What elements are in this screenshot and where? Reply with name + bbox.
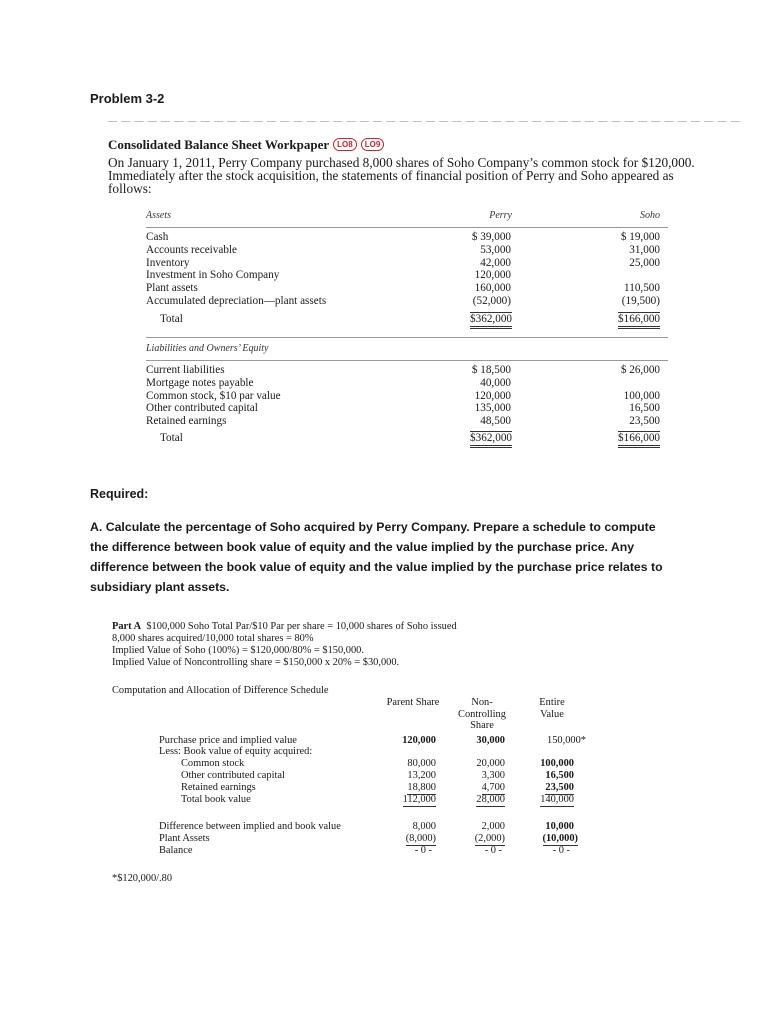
equity-row-label: Retained earnings [181, 782, 256, 793]
nci-share-header: Non-Controlling Share [458, 697, 506, 732]
table-row [146, 244, 668, 257]
part-a-line-2: 8,000 shares acquired/10,000 total shares = 80% [112, 633, 314, 644]
entire-value-header: Entire Value [539, 697, 565, 720]
table-row [146, 295, 668, 308]
difference-nci: 2,000 [481, 821, 505, 832]
row-label: Mortgage notes payable [146, 376, 254, 389]
row-label: Common stock, $10 par value [146, 389, 281, 402]
soho-value: $ 19,000 [620, 231, 660, 243]
perry-value: 160,000 [474, 282, 511, 295]
purchase-parent: 120,000 [402, 735, 436, 746]
part-a-label: Part A [112, 621, 142, 632]
part-a-line-4: Implied Value of Noncontrolling share = $150,000 x 20% = $30,000. [112, 657, 400, 668]
perry-value: 120,000 [474, 389, 511, 402]
difference-entire: 10,000 [545, 821, 574, 832]
purchase-nci: 30,000 [476, 735, 505, 746]
purchase-label: Purchase price and implied value [159, 735, 297, 746]
schedule-footnote: *$120,000/.80 [112, 873, 173, 884]
row-label: Accounts receivable [146, 243, 238, 256]
table-row [146, 402, 668, 415]
balance-parent: - 0 - [414, 845, 432, 856]
plant-assets-entire: (10,000) [542, 833, 578, 844]
perry-value: 135,000 [474, 402, 511, 415]
perry-value: 42,000 [480, 256, 511, 269]
perry-value: 48,500 [480, 415, 511, 428]
row-label: Investment in Soho Company [146, 269, 280, 282]
textbook-heading [108, 137, 384, 153]
soho-value: (19,500) [621, 294, 660, 307]
liabilities-total-soho: $166,000 [598, 431, 660, 444]
equity-row-nci: 20,000 [476, 758, 505, 769]
table-row [146, 390, 668, 403]
row-label: Accumulated depreciation—plant assets [146, 294, 327, 307]
row-label: Current liabilities [146, 364, 225, 376]
liabilities-top-rule [146, 337, 668, 338]
soho-value: 23,500 [629, 415, 660, 428]
required-label: Required: [90, 487, 149, 501]
parent-share-header: Parent Share [386, 697, 440, 708]
purchase-entire: 150,000* [547, 735, 586, 746]
equity-row-nci: 3,300 [481, 770, 505, 781]
difference-parent: 8,000 [412, 821, 436, 832]
total-book-value-parent: 112,000 [402, 794, 436, 805]
lo-badge-2: LO9 [361, 138, 385, 151]
row-label: Other contributed capital [146, 402, 258, 415]
assets-header: Assets [146, 210, 171, 221]
table-row [146, 231, 668, 244]
table-row [146, 377, 668, 390]
equity-row-label: Other contributed capital [181, 770, 285, 781]
soho-value: $ 26,000 [620, 364, 660, 376]
assets-total-soho: $166,000 [598, 312, 660, 325]
balance-label: Balance [159, 845, 193, 856]
table-row [146, 364, 668, 377]
row-label: Cash [146, 231, 169, 243]
problem-title: Problem 3-2 [90, 91, 165, 106]
soho-column-header: Soho [640, 210, 660, 221]
total-book-value-entire: 140,000 [540, 794, 574, 805]
soho-value: 16,500 [629, 402, 660, 415]
assets-header-rule [146, 227, 668, 228]
row-label: Plant assets [146, 282, 198, 295]
required-text: A. Calculate the percentage of Soho acquired by Perry Company. Prepare a schedule to compute the difference between book value of equity and the value implied by the purchase price. Any difference between the book value of equity and the value implied by the purchase price relates to subsidiary plant assets. [90, 520, 663, 594]
heading-text: Consolidated Balance Sheet Workpaper [108, 137, 330, 152]
plant-assets-parent: (8,000) [405, 833, 436, 844]
equity-row-entire: 16,500 [545, 770, 574, 781]
soho-value: 100,000 [623, 389, 660, 402]
equity-row-entire: 23,500 [545, 782, 574, 793]
perry-value: (52,000) [472, 294, 511, 307]
plant-assets-label: Plant Assets [159, 833, 210, 844]
equity-row-label: Common stock [181, 758, 245, 769]
liabilities-table [146, 364, 668, 428]
equity-row-entire: 100,000 [540, 758, 574, 769]
part-a-text: $100,000 Soho Total Par/$10 Par per share = 10,000 shares of Soho issued [146, 621, 457, 632]
cropped-text-line: — — — — — — — — — — — — — — — — — — — — — — — — — — — — — — — — — — — — — — — — — — — — — — — — [108, 116, 741, 126]
less-book-value-label: Less: Book value of equity acquired: [159, 746, 313, 757]
soho-value: 110,500 [624, 282, 660, 295]
equity-row-parent: 18,800 [407, 782, 436, 793]
total-book-value-label: Total book value [181, 794, 251, 805]
assets-table [146, 231, 668, 308]
liabilities-total-perry: $362,000 [450, 431, 512, 444]
row-label: Inventory [146, 256, 190, 269]
balance-entire: - 0 - [552, 845, 570, 856]
table-row [146, 257, 668, 270]
table-row [146, 282, 668, 295]
part-a-line-1 [112, 621, 457, 632]
row-label: Retained earnings [146, 415, 227, 428]
perry-value: 53,000 [480, 243, 511, 256]
plant-assets-nci: (2,000) [474, 833, 505, 844]
liabilities-total-label: Total [160, 432, 183, 444]
perry-value: 120,000 [474, 269, 511, 282]
perry-value: $ 18,500 [471, 364, 511, 376]
assets-total-perry: $362,000 [450, 312, 512, 325]
schedule-title: Computation and Allocation of Difference Schedule [112, 685, 329, 696]
equity-row-parent: 80,000 [407, 758, 436, 769]
textbook-intro: On January 1, 2011, Perry Company purchased 8,000 shares of Soho Company’s common stock for $120,000. Immediately after the stock acquisition, the statements of financial position of Perry and Soho appeared as follows: [108, 155, 695, 196]
equity-row-nci: 4,700 [481, 782, 505, 793]
lo-badge-1: LO8 [333, 138, 357, 151]
liabilities-header: Liabilities and Owners’ Equity [146, 343, 269, 354]
balance-nci: - 0 - [484, 845, 502, 856]
table-row [146, 269, 668, 282]
perry-column-header: Perry [489, 210, 512, 221]
liabilities-header-rule [146, 360, 668, 361]
soho-value: 31,000 [629, 243, 660, 256]
equity-row-parent: 13,200 [407, 770, 436, 781]
difference-label: Difference between implied and book value [159, 821, 341, 832]
soho-value: 25,000 [629, 256, 660, 269]
total-book-value-nci: 28,000 [476, 794, 505, 805]
table-row [146, 415, 668, 428]
perry-value: $ 39,000 [471, 231, 511, 243]
perry-value: 40,000 [480, 376, 511, 389]
assets-total-label: Total [160, 313, 183, 325]
part-a-line-3: Implied Value of Soho (100%) = $120,000/80% = $150,000. [112, 645, 364, 656]
